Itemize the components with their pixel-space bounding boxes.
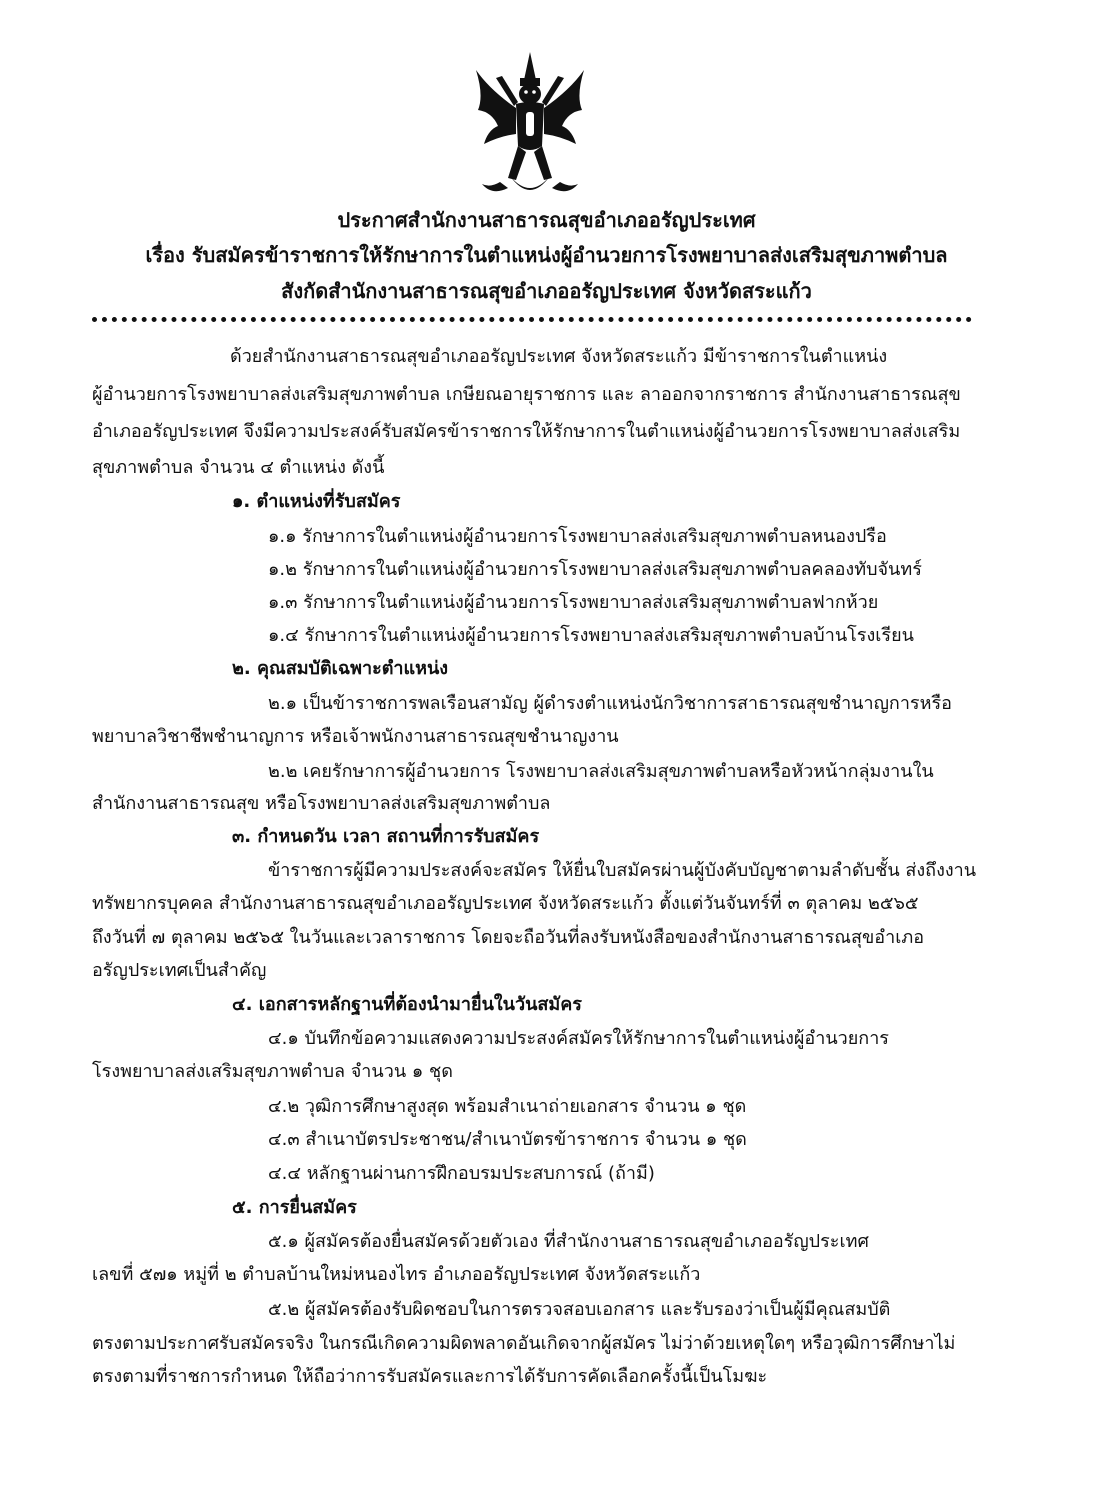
announcement-title: ประกาศสำนักงานสาธารณสุขอำเภออรัญประเทศ — [337, 208, 756, 232]
list-item: ๑.๒ รักษาการในตำแหน่งผู้อำนวยการโรงพยาบาลส่งเสริมสุขภาพตำบลคลองทับจันทร์ — [268, 559, 922, 580]
announcement-affiliation: สังกัดสำนักงานสาธารณสุขอำเภออรัญประเทศ จังหวัดสระแก้ว — [281, 279, 812, 303]
paragraph-line: ถึงวันที่ ๗ ตุลาคม ๒๕๖๕ ในวันและเวลาราชการ โดยจะถือวันที่ลงรับหนังสือของสำนักงานสาธารณสุขอำเภอ — [92, 927, 925, 948]
intro-line: ผู้อำนวยการโรงพยาบาลส่งเสริมสุขภาพตำบล เกษียณอายุราชการ และ ลาออกจากราชการ สำนักงานสาธารณสุข — [92, 384, 961, 405]
paragraph-line: ๒.๑ เป็นข้าราชการพลเรือนสามัญ ผู้ดำรงตำแหน่งนักวิชาการสาธารณสุขชำนาญการหรือ — [268, 693, 952, 714]
paragraph-line: ตรงตามประกาศรับสมัครจริง ในกรณีเกิดความผิดพลาดอันเกิดจากผู้สมัคร ไม่ว่าด้วยเหตุใดๆ หรือวุฒิการศึกษาไม่ — [92, 1333, 956, 1354]
paragraph-line: โรงพยาบาลส่งเสริมสุขภาพตำบล จำนวน ๑ ชุด — [92, 1061, 453, 1082]
intro-line: ด้วยสำนักงานสาธารณสุขอำเภออรัญประเทศ จังหวัดสระแก้ว มีข้าราชการในตำแหน่ง — [230, 346, 888, 367]
list-item: ๑.๔ รักษาการในตำแหน่งผู้อำนวยการโรงพยาบาลส่งเสริมสุขภาพตำบลบ้านโรงเรียน — [268, 625, 914, 646]
list-item: ๔.๔ หลักฐานผ่านการฝึกอบรมประสบการณ์ (ถ้ามี) — [268, 1163, 655, 1184]
list-item: ๔.๒ วุฒิการศึกษาสูงสุด พร้อมสำเนาถ่ายเอกสาร จำนวน ๑ ชุด — [268, 1096, 747, 1117]
paragraph-line: ๔.๑ บันทึกข้อความแสดงความประสงค์สมัครให้รักษาการในตำแหน่งผู้อำนวยการ — [268, 1028, 889, 1049]
section-4-heading: ๔. เอกสารหลักฐานที่ต้องนำมายื่นในวันสมัคร — [232, 994, 582, 1015]
list-item: ๔.๓ สำเนาบัตรประชาชน/สำเนาบัตรข้าราชการ จำนวน ๑ ชุด — [268, 1129, 747, 1150]
intro-line: อำเภออรัญประเทศ จึงมีความประสงค์รับสมัครข้าราชการให้รักษาการในตำแหน่งผู้อำนวยการโรงพยาบาลส่งเสริม — [92, 421, 961, 442]
section-1-heading: ๑. ตำแหน่งที่รับสมัคร — [232, 491, 401, 512]
intro-line: สุขภาพตำบล จำนวน ๔ ตำแหน่ง ดังนี้ — [92, 457, 385, 478]
paragraph-line: อรัญประเทศเป็นสำคัญ — [92, 960, 267, 981]
section-2-heading: ๒. คุณสมบัติเฉพาะตำแหน่ง — [232, 658, 449, 679]
dotted-divider — [92, 317, 972, 322]
section-3-heading: ๓. กำหนดวัน เวลา สถานที่การรับสมัคร — [232, 826, 540, 847]
garuda-emblem-icon — [470, 50, 590, 200]
paragraph-line: ๕.๑ ผู้สมัครต้องยื่นสมัครด้วยตัวเอง ที่สำนักงานสาธารณสุขอำเภออรัญประเทศ — [268, 1231, 869, 1252]
paragraph-line: ทรัพยากรบุคคล สำนักงานสาธารณสุขอำเภออรัญประเทศ จังหวัดสระแก้ว ตั้งแต่วันจันทร์ที่ ๓ ตุลาคม ๒๕๖๕ — [92, 893, 919, 914]
paragraph-line: พยาบาลวิชาชีพชำนาญการ หรือเจ้าพนักงานสาธารณสุขชำนาญงาน — [92, 726, 619, 747]
paragraph-line: ๒.๒ เคยรักษาการผู้อำนวยการ โรงพยาบาลส่งเสริมสุขภาพตำบลหรือหัวหน้ากลุ่มงานใน — [268, 761, 934, 782]
announcement-subject: เรื่อง รับสมัครข้าราชการให้รักษาการในตำแหน่งผู้อำนวยการโรงพยาบาลส่งเสริมสุขภาพตำบล — [145, 243, 948, 267]
paragraph-line: ข้าราชการผู้มีความประสงค์จะสมัคร ให้ยื่นใบสมัครผ่านผู้บังคับบัญชาตามลำดับชั้น ส่งถึงงาน — [268, 860, 977, 881]
paragraph-line: เลขที่ ๕๗๑ หมู่ที่ ๒ ตำบลบ้านใหม่หนองไทร อำเภออรัญประเทศ จังหวัดสระแก้ว — [92, 1264, 701, 1285]
paragraph-line: ๕.๒ ผู้สมัครต้องรับผิดชอบในการตรวจสอบเอกสาร และรับรองว่าเป็นผู้มีคุณสมบัติ — [268, 1299, 891, 1320]
list-item: ๑.๑ รักษาการในตำแหน่งผู้อำนวยการโรงพยาบาลส่งเสริมสุขภาพตำบลหนองปรือ — [268, 526, 887, 547]
paragraph-line: ตรงตามที่ราชการกำหนด ให้ถือว่าการรับสมัครและการได้รับการคัดเลือกครั้งนี้เป็นโมฆะ — [92, 1366, 768, 1387]
paragraph-line: สำนักงานสาธารณสุข หรือโรงพยาบาลส่งเสริมสุขภาพตำบล — [92, 793, 551, 814]
section-5-heading: ๕. การยื่นสมัคร — [232, 1197, 357, 1218]
list-item: ๑.๓ รักษาการในตำแหน่งผู้อำนวยการโรงพยาบาลส่งเสริมสุขภาพตำบลฟากห้วย — [268, 592, 879, 613]
